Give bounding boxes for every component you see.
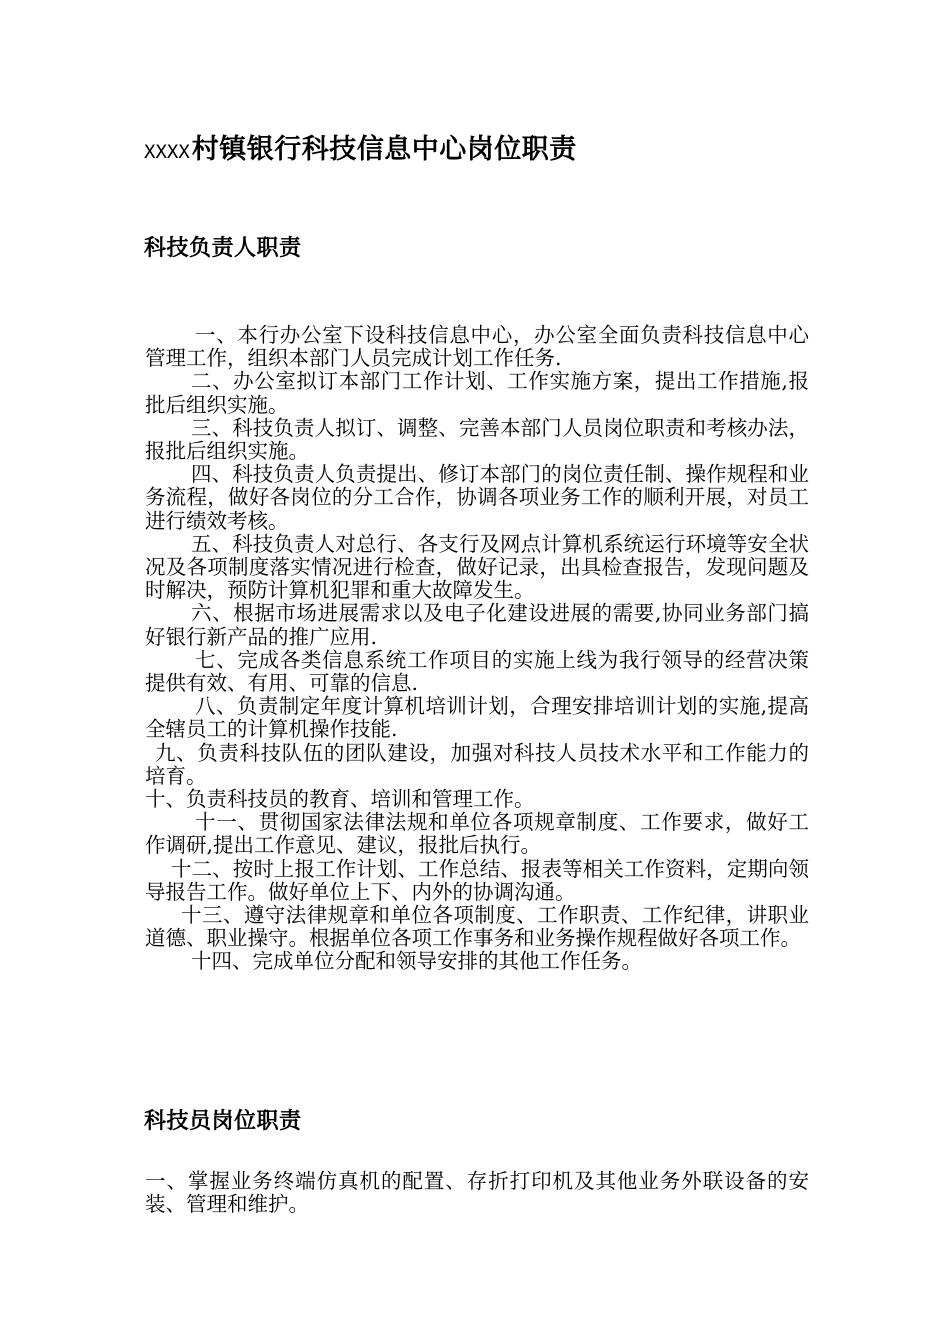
duty-paragraph: 十一、贯彻国家法律法规和单位各项规章制度、工作要求，做好工作调研,提出工作意见、建议，报批后执行。 — [145, 810, 809, 858]
duty-paragraph: 四、科技负责人负责提出、修订本部门的岗位责任制、操作规程和业务流程，做好各岗位的分工合作，协调各项业务工作的顺利开展，对员工进行绩效考核。 — [145, 462, 809, 533]
duty-paragraph: 十四、完成单位分配和领导安排的其他工作任务。 — [191, 949, 642, 974]
duty-paragraph: 一、本行办公室下设科技信息中心，办公室全面负责科技信息中心管理工作，组织本部门人员完成计划工作任务. — [145, 323, 809, 371]
duty-paragraph: 六、根据市场进展需求以及电子化建设进展的需要,协同业务部门搞好银行新产品的推广应用. — [145, 601, 809, 649]
duty-paragraph: 二、办公室拟订本部门工作计划、工作实施方案，提出工作措施,报批后组织实施。 — [145, 369, 809, 417]
section-heading-tech-staff: 科技员岗位职责 — [144, 1108, 302, 1134]
duty-paragraph: 九、负责科技队伍的团队建设，加强对科技人员技术水平和工作能力的培育。 — [145, 740, 809, 788]
duty-paragraph: 五、科技负责人对总行、各支行及网点计算机系统运行环境等安全状况及各项制度落实情况进行检查，做好记录，出具检查报告，发现问题及时解决，预防计算机犯罪和重大故障发生。 — [145, 531, 809, 603]
duty-paragraph: 十、负责科技员的教育、培训和管理工作。 — [145, 787, 535, 812]
section-heading-tech-lead: 科技负责人职责 — [144, 235, 302, 261]
duty-paragraph: 三、科技负责人拟订、调整、完善本部门人员岗位职责和考核办法，报批后组织实施。 — [145, 415, 809, 464]
duty-paragraph: 十三、遵守法律规章和单位各项制度、工作职责、工作纪律，讲职业道德、职业操守。根据单位各项工作事务和业务操作规程做好各项工作。 — [145, 903, 809, 951]
duty-paragraph: 八、负责制定年度计算机培训计划，合理安排培训计划的实施,提高全辖员工的计算机操作技能. — [145, 694, 809, 742]
duty-paragraph: 十二、按时上报工作计划、工作总结、报表等相关工作资料，定期向领导报告工作。做好单位上下、内外的协调沟通。 — [145, 856, 809, 904]
document-title-prefix: XXXX — [144, 141, 190, 163]
duty-paragraph: 七、完成各类信息系统工作项目的实施上线为我行领导的经营决策提供有效、有用、可靠的信息. — [145, 647, 809, 696]
document-title — [144, 133, 577, 169]
document-title-text: 村镇银行科技信息中心岗位职责 — [191, 134, 577, 165]
duty-paragraph: 一、掌握业务终端仿真机的配置、存折打印机及其他业务外联设备的安装、管理和维护。 — [145, 1169, 809, 1217]
section-body-tech-lead — [145, 324, 809, 974]
section-body-tech-staff — [145, 1170, 809, 1216]
